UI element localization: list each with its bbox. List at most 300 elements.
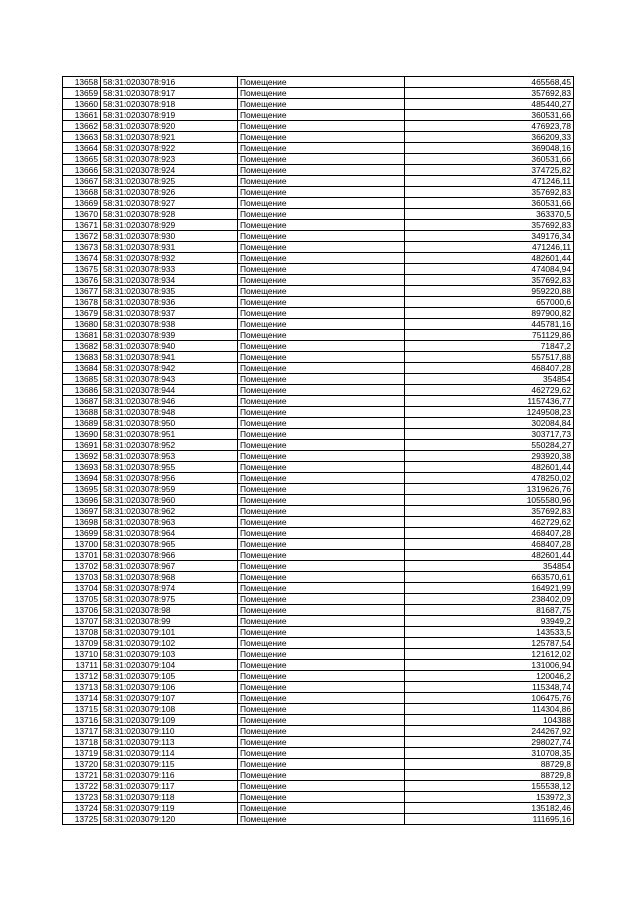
cadastral-value-cell: 557517,88 [405, 352, 574, 363]
object-type-cell: Помещение [238, 506, 405, 517]
row-number-cell: 13682 [63, 341, 101, 352]
table-row [63, 407, 574, 418]
cadastral-value-cell: 663570,61 [405, 572, 574, 583]
table-row [63, 451, 574, 462]
table-row [63, 220, 574, 231]
cadastral-number-cell: 58:31:0203078:921 [101, 132, 238, 143]
cadastral-value-cell: 374725,82 [405, 165, 574, 176]
row-number-cell: 13700 [63, 539, 101, 550]
cadastral-number-cell: 58:31:0203078:975 [101, 594, 238, 605]
object-type-cell: Помещение [238, 704, 405, 715]
row-number-cell: 13691 [63, 440, 101, 451]
table-row [63, 385, 574, 396]
object-type-cell: Помещение [238, 682, 405, 693]
cadastral-number-cell: 58:31:0203078:938 [101, 319, 238, 330]
row-number-cell: 13707 [63, 616, 101, 627]
cadastral-value-cell: 81687,75 [405, 605, 574, 616]
cadastral-value-cell: 474084,94 [405, 264, 574, 275]
cadastral-value-cell: 71847,2 [405, 341, 574, 352]
cadastral-number-cell: 58:31:0203078:943 [101, 374, 238, 385]
row-number-cell: 13706 [63, 605, 101, 616]
row-number-cell: 13665 [63, 154, 101, 165]
cadastral-value-cell: 106475,76 [405, 693, 574, 704]
object-type-cell: Помещение [238, 550, 405, 561]
cadastral-value-cell: 1157436,77 [405, 396, 574, 407]
object-type-cell: Помещение [238, 121, 405, 132]
cadastral-number-cell: 58:31:0203078:956 [101, 473, 238, 484]
cadastral-number-cell: 58:31:0203078:916 [101, 77, 238, 88]
row-number-cell: 13670 [63, 209, 101, 220]
cadastral-number-cell: 58:31:0203078:927 [101, 198, 238, 209]
cadastral-value-cell: 354854 [405, 561, 574, 572]
cadastral-number-cell: 58:31:0203078:966 [101, 550, 238, 561]
cadastral-number-cell: 58:31:0203078:929 [101, 220, 238, 231]
table-row [63, 704, 574, 715]
cadastral-value-cell: 369048,16 [405, 143, 574, 154]
object-type-cell: Помещение [238, 242, 405, 253]
table-row [63, 583, 574, 594]
object-type-cell: Помещение [238, 286, 405, 297]
object-type-cell: Помещение [238, 154, 405, 165]
cadastral-value-cell: 120046,2 [405, 671, 574, 682]
cadastral-value-cell: 462729,62 [405, 517, 574, 528]
object-type-cell: Помещение [238, 473, 405, 484]
table-row [63, 330, 574, 341]
row-number-cell: 13678 [63, 297, 101, 308]
object-type-cell: Помещение [238, 352, 405, 363]
cadastral-number-cell: 58:31:0203079:114 [101, 748, 238, 759]
cadastral-value-cell: 298027,74 [405, 737, 574, 748]
cadastral-value-cell: 657000,6 [405, 297, 574, 308]
cadastral-value-cell: 959220,88 [405, 286, 574, 297]
table-row [63, 572, 574, 583]
cadastral-number-cell: 58:31:0203078:924 [101, 165, 238, 176]
table-row [63, 429, 574, 440]
table-row [63, 495, 574, 506]
cadastral-value-cell: 88729,8 [405, 770, 574, 781]
object-type-cell: Помещение [238, 132, 405, 143]
table-row [63, 528, 574, 539]
row-number-cell: 13695 [63, 484, 101, 495]
table-row [63, 484, 574, 495]
object-type-cell: Помещение [238, 495, 405, 506]
table-row [63, 561, 574, 572]
object-type-cell: Помещение [238, 792, 405, 803]
cadastral-value-cell: 482601,44 [405, 462, 574, 473]
table-row [63, 209, 574, 220]
row-number-cell: 13658 [63, 77, 101, 88]
table-row [63, 154, 574, 165]
cadastral-number-cell: 58:31:0203079:109 [101, 715, 238, 726]
cadastral-number-cell: 58:31:0203078:920 [101, 121, 238, 132]
table-row [63, 341, 574, 352]
cadastral-number-cell: 58:31:0203078:974 [101, 583, 238, 594]
object-type-cell: Помещение [238, 638, 405, 649]
object-type-cell: Помещение [238, 143, 405, 154]
object-type-cell: Помещение [238, 209, 405, 220]
object-type-cell: Помещение [238, 814, 405, 825]
cadastral-value-cell: 93949,2 [405, 616, 574, 627]
object-type-cell: Помещение [238, 418, 405, 429]
row-number-cell: 13709 [63, 638, 101, 649]
cadastral-number-cell: 58:31:0203078:928 [101, 209, 238, 220]
object-type-cell: Помещение [238, 561, 405, 572]
row-number-cell: 13674 [63, 253, 101, 264]
table-row [63, 605, 574, 616]
row-number-cell: 13712 [63, 671, 101, 682]
cadastral-value-cell: 135182,46 [405, 803, 574, 814]
object-type-cell: Помещение [238, 440, 405, 451]
cadastral-number-cell: 58:31:0203078:931 [101, 242, 238, 253]
row-number-cell: 13683 [63, 352, 101, 363]
table-row [63, 803, 574, 814]
table-row [63, 770, 574, 781]
table-row [63, 506, 574, 517]
table-row [63, 594, 574, 605]
object-type-cell: Помещение [238, 770, 405, 781]
table-row [63, 110, 574, 121]
table-row [63, 616, 574, 627]
cadastral-value-cell: 153972,3 [405, 792, 574, 803]
cadastral-number-cell: 58:31:0203078:946 [101, 396, 238, 407]
table-row [63, 660, 574, 671]
row-number-cell: 13714 [63, 693, 101, 704]
cadastral-value-cell: 302084,84 [405, 418, 574, 429]
row-number-cell: 13699 [63, 528, 101, 539]
object-type-cell: Помещение [238, 781, 405, 792]
cadastral-value-cell: 1249508,23 [405, 407, 574, 418]
row-number-cell: 13688 [63, 407, 101, 418]
cadastral-value-cell: 244267,92 [405, 726, 574, 737]
object-type-cell: Помещение [238, 671, 405, 682]
object-type-cell: Помещение [238, 748, 405, 759]
cadastral-value-cell: 104388 [405, 715, 574, 726]
object-type-cell: Помещение [238, 693, 405, 704]
cadastral-number-cell: 58:31:0203078:959 [101, 484, 238, 495]
table-row [63, 132, 574, 143]
cadastral-number-cell: 58:31:0203079:103 [101, 649, 238, 660]
table-row [63, 99, 574, 110]
cadastral-number-cell: 58:31:0203079:119 [101, 803, 238, 814]
object-type-cell: Помещение [238, 759, 405, 770]
cadastral-value-cell: 1055580,96 [405, 495, 574, 506]
table-row [63, 176, 574, 187]
cadastral-value-cell: 164921,99 [405, 583, 574, 594]
row-number-cell: 13715 [63, 704, 101, 715]
object-type-cell: Помещение [238, 528, 405, 539]
cadastral-number-cell: 58:31:0203078:925 [101, 176, 238, 187]
row-number-cell: 13723 [63, 792, 101, 803]
row-number-cell: 13671 [63, 220, 101, 231]
table-row [63, 759, 574, 770]
cadastral-number-cell: 58:31:0203078:937 [101, 308, 238, 319]
table-row [63, 418, 574, 429]
row-number-cell: 13686 [63, 385, 101, 396]
cadastral-value-cell: 550284,27 [405, 440, 574, 451]
row-number-cell: 13689 [63, 418, 101, 429]
cadastral-value-cell: 354854 [405, 374, 574, 385]
cadastral-value-cell: 468407,28 [405, 539, 574, 550]
object-type-cell: Помещение [238, 220, 405, 231]
row-number-cell: 13668 [63, 187, 101, 198]
table-row [63, 440, 574, 451]
row-number-cell: 13664 [63, 143, 101, 154]
object-type-cell: Помещение [238, 627, 405, 638]
cadastral-number-cell: 58:31:0203078:948 [101, 407, 238, 418]
row-number-cell: 13676 [63, 275, 101, 286]
object-type-cell: Помещение [238, 803, 405, 814]
row-number-cell: 13697 [63, 506, 101, 517]
cadastral-value-cell: 357692,83 [405, 275, 574, 286]
cadastral-number-cell: 58:31:0203078:936 [101, 297, 238, 308]
object-type-cell: Помещение [238, 715, 405, 726]
row-number-cell: 13711 [63, 660, 101, 671]
row-number-cell: 13667 [63, 176, 101, 187]
data-table [62, 76, 574, 825]
cadastral-number-cell: 58:31:0203078:917 [101, 88, 238, 99]
table-row [63, 319, 574, 330]
table-row [63, 539, 574, 550]
row-number-cell: 13660 [63, 99, 101, 110]
row-number-cell: 13679 [63, 308, 101, 319]
cadastral-number-cell: 58:31:0203078:935 [101, 286, 238, 297]
object-type-cell: Помещение [238, 649, 405, 660]
table-row [63, 253, 574, 264]
cadastral-value-cell: 897900,82 [405, 308, 574, 319]
cadastral-number-cell: 58:31:0203079:120 [101, 814, 238, 825]
cadastral-value-cell: 366209,33 [405, 132, 574, 143]
cadastral-number-cell: 58:31:0203079:116 [101, 770, 238, 781]
table-row [63, 781, 574, 792]
cadastral-number-cell: 58:31:0203078:941 [101, 352, 238, 363]
row-number-cell: 13684 [63, 363, 101, 374]
object-type-cell: Помещение [238, 264, 405, 275]
row-number-cell: 13662 [63, 121, 101, 132]
table-row [63, 187, 574, 198]
row-number-cell: 13724 [63, 803, 101, 814]
cadastral-value-cell: 482601,44 [405, 550, 574, 561]
cadastral-number-cell: 58:31:0203078:951 [101, 429, 238, 440]
cadastral-number-cell: 58:31:0203079:106 [101, 682, 238, 693]
cadastral-value-cell: 125787,54 [405, 638, 574, 649]
object-type-cell: Помещение [238, 539, 405, 550]
table-row [63, 121, 574, 132]
table-row [63, 198, 574, 209]
row-number-cell: 13713 [63, 682, 101, 693]
row-number-cell: 13677 [63, 286, 101, 297]
table-row [63, 517, 574, 528]
cadastral-number-cell: 58:31:0203078:965 [101, 539, 238, 550]
row-number-cell: 13672 [63, 231, 101, 242]
cadastral-value-cell: 131006,94 [405, 660, 574, 671]
object-type-cell: Помещение [238, 726, 405, 737]
row-number-cell: 13698 [63, 517, 101, 528]
cadastral-number-cell: 58:31:0203078:98 [101, 605, 238, 616]
cadastral-value-cell: 482601,44 [405, 253, 574, 264]
object-type-cell: Помещение [238, 176, 405, 187]
cadastral-value-cell: 310708,35 [405, 748, 574, 759]
cadastral-value-cell: 468407,28 [405, 363, 574, 374]
table-row [63, 737, 574, 748]
cadastral-value-cell: 471246,11 [405, 176, 574, 187]
cadastral-number-cell: 58:31:0203078:944 [101, 385, 238, 396]
cadastral-value-cell: 471246,11 [405, 242, 574, 253]
object-type-cell: Помещение [238, 198, 405, 209]
cadastral-value-cell: 363370,5 [405, 209, 574, 220]
table-row [63, 550, 574, 561]
table-row [63, 715, 574, 726]
object-type-cell: Помещение [238, 165, 405, 176]
row-number-cell: 13722 [63, 781, 101, 792]
cadastral-number-cell: 58:31:0203079:104 [101, 660, 238, 671]
cadastral-number-cell: 58:31:0203078:99 [101, 616, 238, 627]
object-type-cell: Помещение [238, 429, 405, 440]
cadastral-number-cell: 58:31:0203079:117 [101, 781, 238, 792]
table-row [63, 363, 574, 374]
row-number-cell: 13705 [63, 594, 101, 605]
table-row [63, 231, 574, 242]
cadastral-number-cell: 58:31:0203079:113 [101, 737, 238, 748]
cadastral-number-cell: 58:31:0203078:962 [101, 506, 238, 517]
cadastral-number-cell: 58:31:0203078:918 [101, 99, 238, 110]
cadastral-number-cell: 58:31:0203079:118 [101, 792, 238, 803]
table-row [63, 352, 574, 363]
row-number-cell: 13661 [63, 110, 101, 121]
cadastral-number-cell: 58:31:0203078:934 [101, 275, 238, 286]
cadastral-value-cell: 114304,86 [405, 704, 574, 715]
table-row [63, 77, 574, 88]
cadastral-value-cell: 357692,83 [405, 220, 574, 231]
cadastral-value-cell: 462729,62 [405, 385, 574, 396]
row-number-cell: 13718 [63, 737, 101, 748]
cadastral-number-cell: 58:31:0203079:105 [101, 671, 238, 682]
row-number-cell: 13703 [63, 572, 101, 583]
cadastral-value-cell: 293920,38 [405, 451, 574, 462]
cadastral-value-cell: 115348,74 [405, 682, 574, 693]
table-row [63, 374, 574, 385]
cadastral-number-cell: 58:31:0203078:940 [101, 341, 238, 352]
cadastral-number-cell: 58:31:0203078:955 [101, 462, 238, 473]
object-type-cell: Помещение [238, 385, 405, 396]
table-row [63, 671, 574, 682]
row-number-cell: 13719 [63, 748, 101, 759]
cadastral-value-cell: 143533,5 [405, 627, 574, 638]
row-number-cell: 13659 [63, 88, 101, 99]
cadastral-value-cell: 303717,73 [405, 429, 574, 440]
table-row [63, 814, 574, 825]
cadastral-value-cell: 349176,34 [405, 231, 574, 242]
cadastral-value-cell: 238402,09 [405, 594, 574, 605]
cadastral-number-cell: 58:31:0203078:952 [101, 440, 238, 451]
row-number-cell: 13702 [63, 561, 101, 572]
cadastral-value-cell: 751129,86 [405, 330, 574, 341]
object-type-cell: Помещение [238, 297, 405, 308]
row-number-cell: 13693 [63, 462, 101, 473]
table-row [63, 693, 574, 704]
object-type-cell: Помещение [238, 484, 405, 495]
object-type-cell: Помещение [238, 462, 405, 473]
row-number-cell: 13669 [63, 198, 101, 209]
row-number-cell: 13685 [63, 374, 101, 385]
row-number-cell: 13716 [63, 715, 101, 726]
object-type-cell: Помещение [238, 517, 405, 528]
table-row [63, 792, 574, 803]
object-type-cell: Помещение [238, 660, 405, 671]
cadastral-number-cell: 58:31:0203078:930 [101, 231, 238, 242]
cadastral-value-cell: 478250,02 [405, 473, 574, 484]
cadastral-number-cell: 58:31:0203079:107 [101, 693, 238, 704]
table-row [63, 627, 574, 638]
cadastral-number-cell: 58:31:0203079:110 [101, 726, 238, 737]
row-number-cell: 13720 [63, 759, 101, 770]
cadastral-number-cell: 58:31:0203078:932 [101, 253, 238, 264]
object-type-cell: Помещение [238, 110, 405, 121]
cadastral-value-cell: 357692,83 [405, 88, 574, 99]
object-type-cell: Помещение [238, 407, 405, 418]
object-type-cell: Помещение [238, 363, 405, 374]
cadastral-value-cell: 445781,16 [405, 319, 574, 330]
object-type-cell: Помещение [238, 253, 405, 264]
object-type-cell: Помещение [238, 231, 405, 242]
row-number-cell: 13690 [63, 429, 101, 440]
object-type-cell: Помещение [238, 88, 405, 99]
table-row [63, 649, 574, 660]
cadastral-value-cell: 357692,83 [405, 187, 574, 198]
row-number-cell: 13687 [63, 396, 101, 407]
cadastral-number-cell: 58:31:0203079:102 [101, 638, 238, 649]
table-row [63, 638, 574, 649]
object-type-cell: Помещение [238, 319, 405, 330]
table-row [63, 748, 574, 759]
row-number-cell: 13666 [63, 165, 101, 176]
row-number-cell: 13708 [63, 627, 101, 638]
object-type-cell: Помещение [238, 330, 405, 341]
table-row [63, 242, 574, 253]
row-number-cell: 13696 [63, 495, 101, 506]
table-body [63, 77, 574, 825]
cadastral-number-cell: 58:31:0203079:108 [101, 704, 238, 715]
row-number-cell: 13701 [63, 550, 101, 561]
table-row [63, 264, 574, 275]
table-row [63, 682, 574, 693]
cadastral-number-cell: 58:31:0203078:950 [101, 418, 238, 429]
object-type-cell: Помещение [238, 451, 405, 462]
cadastral-number-cell: 58:31:0203078:926 [101, 187, 238, 198]
table-row [63, 473, 574, 484]
object-type-cell: Помещение [238, 737, 405, 748]
object-type-cell: Помещение [238, 605, 405, 616]
cadastral-value-cell: 360531,66 [405, 110, 574, 121]
row-number-cell: 13675 [63, 264, 101, 275]
cadastral-value-cell: 357692,83 [405, 506, 574, 517]
table-row [63, 286, 574, 297]
row-number-cell: 13717 [63, 726, 101, 737]
row-number-cell: 13692 [63, 451, 101, 462]
table-row [63, 143, 574, 154]
cadastral-value-cell: 155538,12 [405, 781, 574, 792]
cadastral-number-cell: 58:31:0203078:939 [101, 330, 238, 341]
cadastral-number-cell: 58:31:0203079:101 [101, 627, 238, 638]
table-row [63, 462, 574, 473]
cadastral-value-cell: 88729,8 [405, 759, 574, 770]
object-type-cell: Помещение [238, 99, 405, 110]
cadastral-value-cell: 360531,66 [405, 154, 574, 165]
cadastral-number-cell: 58:31:0203078:919 [101, 110, 238, 121]
cadastral-value-cell: 476923,78 [405, 121, 574, 132]
table-row [63, 308, 574, 319]
object-type-cell: Помещение [238, 583, 405, 594]
object-type-cell: Помещение [238, 616, 405, 627]
